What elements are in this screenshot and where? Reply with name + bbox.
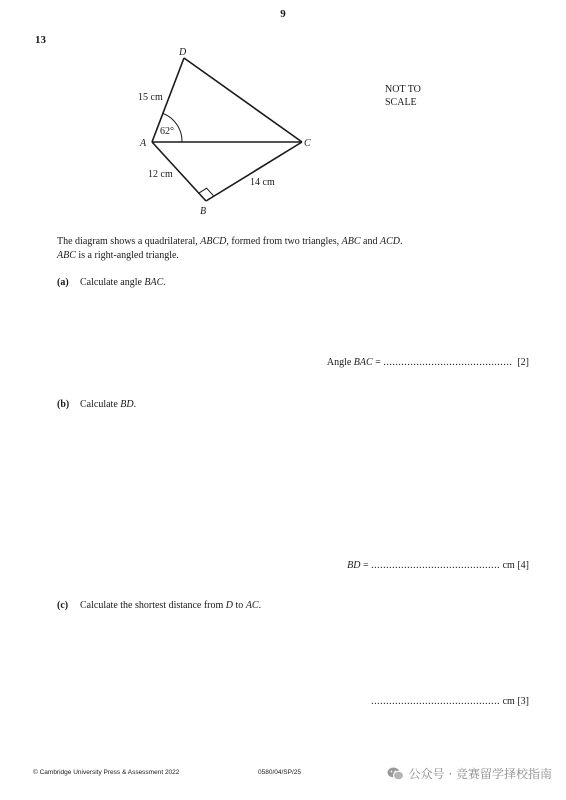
marks: [4] <box>517 560 529 571</box>
vertex-label-d: D <box>179 47 187 58</box>
angle-label: 62° <box>160 126 174 137</box>
watermark-text: 公众号 · 竞赛留学择校指南 <box>408 767 552 781</box>
footer-code: 0580/04/SP/25 <box>258 769 302 776</box>
vertex-label-c: C <box>304 138 311 149</box>
part-b-question: (b) Calculate BD. <box>57 399 137 410</box>
answer-dots: ........................................... <box>371 696 501 707</box>
edge-bc <box>206 142 302 201</box>
vertex-label-a: A <box>140 138 147 149</box>
part-a-answer-line[interactable]: Angle BAC = ........................................... [2] <box>326 357 529 368</box>
part-b-answer-line[interactable]: BD = ........................................... cm [4] <box>347 560 529 571</box>
quadrilateral-diagram <box>0 0 566 230</box>
part-c-answer-line[interactable] <box>371 696 529 707</box>
length-label-ab: 12 cm <box>148 169 173 180</box>
question-number: 13 <box>35 34 46 46</box>
not-to-scale-line1: NOT TO <box>385 84 421 95</box>
edge-dc <box>184 58 302 142</box>
marks: [2] <box>517 357 529 368</box>
stem-line-1: The diagram shows a quadrilateral, ABCD, formed from two triangles, ABC and ACD. <box>57 236 403 247</box>
unit: cm <box>502 696 515 707</box>
stem-line-2: ABC is a right-angled triangle. <box>57 250 179 261</box>
unit: cm <box>502 560 515 571</box>
part-b-label: (b) <box>57 399 70 410</box>
marks: [3] <box>517 696 529 707</box>
answer-dots: ........................................... <box>383 357 513 368</box>
question-stem <box>57 235 517 263</box>
part-c-label: (c) <box>57 600 69 611</box>
part-a-question: (a) Calculate angle BAC. <box>57 277 166 288</box>
watermark <box>387 765 552 782</box>
length-label-ad: 15 cm <box>138 92 163 103</box>
part-c-question: (c) Calculate the shortest distance from D to AC. <box>57 600 262 611</box>
footer-copyright: © Cambridge University Press & Assessment 2022 <box>33 769 180 776</box>
part-a-label: (a) <box>57 277 69 288</box>
wechat-icon <box>387 767 404 781</box>
answer-dots: ........................................... <box>371 560 501 571</box>
not-to-scale-note <box>385 83 465 109</box>
vertex-label-b: B <box>200 206 207 217</box>
not-to-scale-line2: SCALE <box>385 97 417 108</box>
diagram-lines <box>152 58 302 201</box>
page-number: 9 <box>280 8 286 20</box>
length-label-bc: 14 cm <box>250 177 275 188</box>
